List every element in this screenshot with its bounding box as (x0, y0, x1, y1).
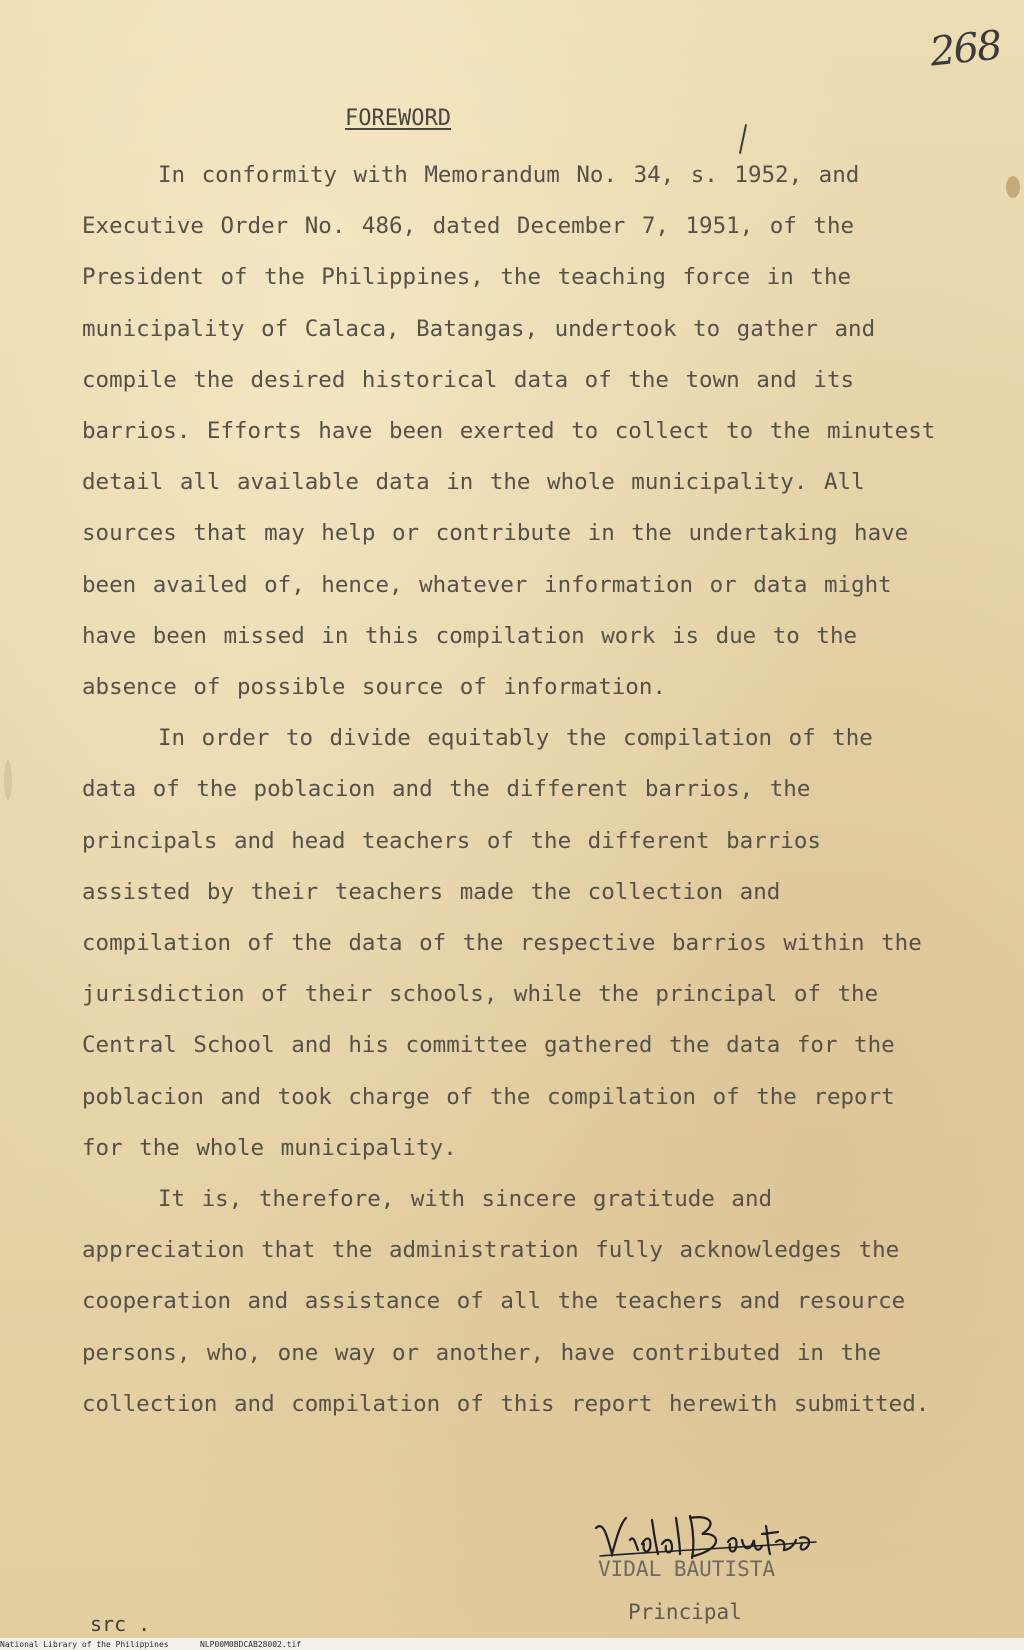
footer-file-id: NLP00M0BDCAB28002.tif (200, 1640, 302, 1649)
signatory-title: Principal (628, 1600, 742, 1624)
document-body (82, 150, 942, 1430)
page-number: 268 (927, 22, 1003, 76)
paper-stain (1006, 176, 1020, 198)
paper-stain (4, 760, 12, 800)
typist-initials: src . (90, 1612, 151, 1636)
signatory-name: VIDAL BAUTISTA (598, 1557, 776, 1581)
paragraph: In conformity with Memorandum No. 34, s. 1952, and Executive Order No. 486, dated December 7, 1951, of the President of the Philippines, the teaching force in the municipality of Calaca, Batangas, undertook to gather and compile the desired historical data of the town and its barrios. Efforts have been exerted to collect to the minutest detail all available data in the whole municipality. All sources that may help or contribute in the undertaking have been availed of, hence, whatever information or data might have been missed in this compilation work is due to the absence of possible source of information. (82, 162, 936, 701)
footer-source: National Library of the Philippines (0, 1640, 169, 1649)
scan-footer (0, 1638, 1024, 1650)
paragraph: In order to divide equitably the compilation of the data of the poblacion and the different barrios, the principals and head teachers of the different barrios assisted by their teachers made the collection and compilation of the data of the respective barrios within the jurisdiction of their schools, while the principal of the Central School and his committee gathered the data for the poblacion and took charge of the compilation of the report for the whole municipality. (82, 725, 922, 1161)
page-title: FOREWORD (345, 106, 451, 131)
paragraph: It is, therefore, with sincere gratitude and appreciation that the administration fully acknowledges the cooperation and assistance of all the teachers and resource persons, who, one way or another, have contributed in the collection and compilation of this report herewith submitted. (82, 1186, 930, 1417)
